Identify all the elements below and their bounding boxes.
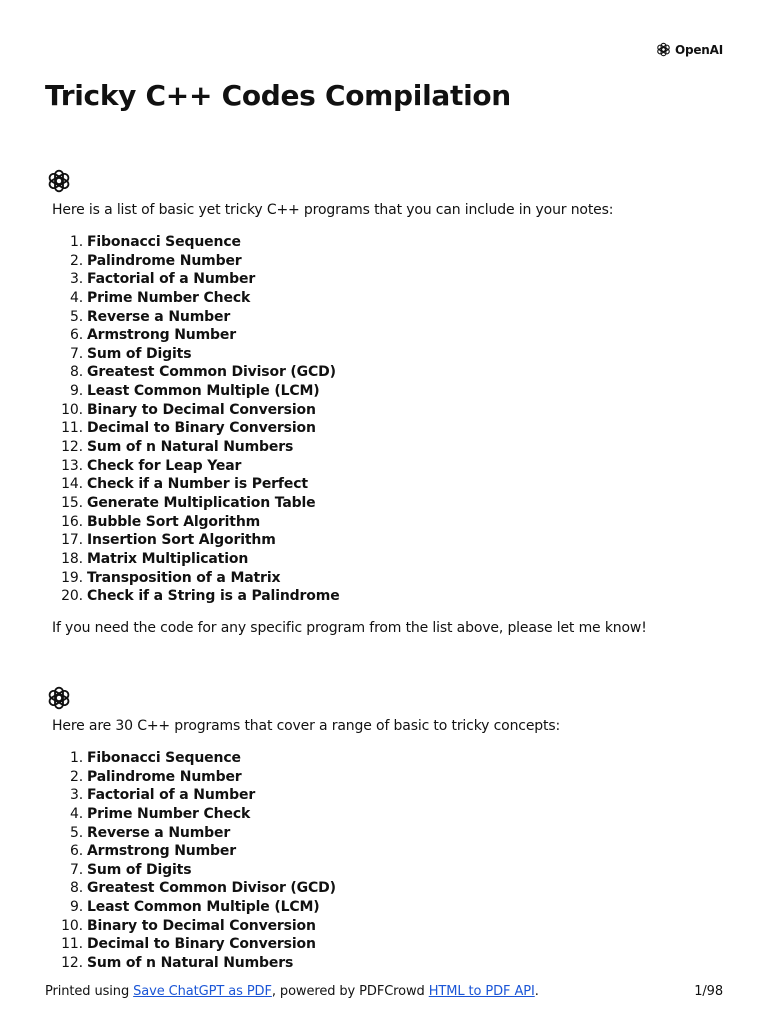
list-item bbox=[45, 917, 735, 936]
list-item-number: 3. bbox=[69, 271, 83, 288]
list-item-number: 9. bbox=[69, 899, 83, 916]
list-item-label: Check if a String is a Palindrome bbox=[87, 588, 340, 605]
list-item-number: 5. bbox=[69, 824, 83, 841]
list-item-label: Palindrome Number bbox=[87, 768, 242, 785]
list-item bbox=[45, 935, 735, 954]
list-item-label: Least Common Multiple (LCM) bbox=[87, 383, 320, 400]
list-item bbox=[45, 494, 735, 513]
list-item bbox=[45, 308, 735, 327]
list-item-number: 8. bbox=[69, 880, 83, 897]
list-item-label: Check if a Number is Perfect bbox=[87, 476, 308, 493]
list-item bbox=[45, 786, 735, 805]
list-item bbox=[45, 531, 735, 550]
list-item bbox=[45, 879, 735, 898]
list-item-number: 19. bbox=[61, 569, 83, 586]
list-item-label: Fibonacci Sequence bbox=[87, 750, 241, 766]
list-item bbox=[45, 252, 735, 271]
list-item-label: Factorial of a Number bbox=[87, 271, 256, 288]
list-item bbox=[45, 824, 735, 843]
list-item-label: Reverse a Number bbox=[87, 308, 231, 325]
list-item-number: 2. bbox=[69, 252, 83, 269]
list-item-number: 2. bbox=[69, 768, 83, 785]
program-list bbox=[45, 749, 735, 973]
list-item-label: Greatest Common Divisor (GCD) bbox=[87, 364, 336, 381]
list-item-label: Least Common Multiple (LCM) bbox=[87, 899, 320, 916]
list-item-number: 1. bbox=[69, 234, 83, 250]
list-item-number: 6. bbox=[69, 843, 83, 860]
list-item-number: 7. bbox=[69, 861, 83, 878]
list-item bbox=[45, 438, 735, 457]
list-item-label: Sum of n Natural Numbers bbox=[87, 439, 294, 456]
list-item-label: Factorial of a Number bbox=[87, 787, 256, 804]
list-item-number: 15. bbox=[61, 494, 83, 511]
list-item bbox=[45, 233, 735, 252]
assistant-message bbox=[45, 167, 735, 638]
list-item bbox=[45, 587, 735, 606]
chatgpt-avatar-icon bbox=[45, 167, 73, 195]
message-intro: Here is a list of basic yet tricky C++ programs that you can include in your notes: bbox=[52, 202, 614, 218]
list-item bbox=[45, 861, 735, 880]
list-item-number: 17. bbox=[61, 532, 83, 549]
message-intro: Here are 30 C++ programs that cover a range of basic to tricky concepts: bbox=[52, 718, 561, 734]
print-footer bbox=[45, 983, 723, 1001]
page-title: Tricky C++ Codes Compilation bbox=[45, 79, 511, 112]
list-item-label: Insertion Sort Algorithm bbox=[87, 532, 276, 549]
list-item bbox=[45, 270, 735, 289]
list-item-number: 4. bbox=[69, 805, 83, 822]
program-list bbox=[45, 233, 735, 606]
list-item-label: Prime Number Check bbox=[87, 289, 251, 306]
list-item-label: Greatest Common Divisor (GCD) bbox=[87, 880, 336, 897]
save-chatgpt-pdf-link[interactable]: Save ChatGPT as PDF bbox=[133, 984, 272, 999]
openai-logo-icon bbox=[655, 41, 672, 58]
list-item-number: 11. bbox=[61, 936, 83, 953]
list-item bbox=[45, 419, 735, 438]
list-item bbox=[45, 401, 735, 420]
list-item-number: 5. bbox=[69, 308, 83, 325]
chatgpt-avatar-icon bbox=[45, 684, 73, 712]
list-item bbox=[45, 457, 735, 476]
list-item-label: Decimal to Binary Conversion bbox=[87, 420, 316, 437]
list-item-number: 18. bbox=[61, 550, 83, 567]
list-item bbox=[45, 513, 735, 532]
list-item-label: Bubble Sort Algorithm bbox=[87, 513, 261, 530]
brand-name: OpenAI bbox=[674, 42, 723, 57]
list-item bbox=[45, 768, 735, 787]
list-item-number: 20. bbox=[61, 588, 83, 605]
list-item-label: Binary to Decimal Conversion bbox=[87, 401, 316, 418]
list-item-number: 6. bbox=[69, 327, 83, 344]
list-item-number: 13. bbox=[61, 457, 83, 474]
list-item bbox=[45, 749, 735, 768]
page-number: 1/98 bbox=[694, 984, 723, 999]
list-item-label: Binary to Decimal Conversion bbox=[87, 917, 316, 934]
list-item-number: 12. bbox=[61, 955, 83, 972]
list-item-label: Generate Multiplication Table bbox=[87, 494, 316, 511]
list-item bbox=[45, 898, 735, 917]
list-item bbox=[45, 842, 735, 861]
list-item-label: Check for Leap Year bbox=[87, 457, 242, 474]
list-item bbox=[45, 345, 735, 364]
list-item-number: 14. bbox=[61, 476, 83, 493]
list-item-number: 1. bbox=[69, 750, 83, 766]
list-item-label: Armstrong Number bbox=[87, 327, 237, 344]
list-item-label: Palindrome Number bbox=[87, 252, 242, 269]
list-item-label: Matrix Multiplication bbox=[87, 550, 249, 567]
list-item bbox=[45, 569, 735, 588]
footer-middle: , powered by PDFCrowd bbox=[271, 984, 429, 999]
list-item-label: Sum of Digits bbox=[87, 345, 192, 362]
list-item-label: Fibonacci Sequence bbox=[87, 234, 241, 250]
list-item bbox=[45, 326, 735, 345]
message-outro: If you need the code for any specific program from the list above, please let me know! bbox=[52, 619, 647, 636]
list-item-label: Decimal to Binary Conversion bbox=[87, 936, 316, 953]
list-item-label: Prime Number Check bbox=[87, 805, 251, 822]
list-item bbox=[45, 550, 735, 569]
list-item-number: 11. bbox=[61, 420, 83, 437]
list-item-number: 12. bbox=[61, 439, 83, 456]
list-item-number: 16. bbox=[61, 513, 83, 530]
list-item-label: Transposition of a Matrix bbox=[87, 569, 281, 586]
list-item-label: Armstrong Number bbox=[87, 843, 237, 860]
list-item-number: 3. bbox=[69, 787, 83, 804]
list-item-number: 10. bbox=[61, 401, 83, 418]
list-item-number: 10. bbox=[61, 917, 83, 934]
list-item-label: Reverse a Number bbox=[87, 824, 231, 841]
footer-suffix: . bbox=[534, 984, 539, 999]
list-item-label: Sum of Digits bbox=[87, 861, 192, 878]
list-item bbox=[45, 289, 735, 308]
footer-prefix: Printed using bbox=[45, 984, 134, 999]
list-item bbox=[45, 475, 735, 494]
list-item bbox=[45, 382, 735, 401]
list-item-number: 7. bbox=[69, 345, 83, 362]
list-item-number: 9. bbox=[69, 383, 83, 400]
list-item-number: 8. bbox=[69, 364, 83, 381]
assistant-message bbox=[45, 684, 735, 973]
html-to-pdf-api-link[interactable]: HTML to PDF API bbox=[428, 984, 535, 999]
list-item bbox=[45, 363, 735, 382]
list-item-number: 4. bbox=[69, 289, 83, 306]
list-item-label: Sum of n Natural Numbers bbox=[87, 955, 294, 972]
list-item bbox=[45, 805, 735, 824]
brand bbox=[655, 41, 723, 58]
list-item bbox=[45, 954, 735, 973]
